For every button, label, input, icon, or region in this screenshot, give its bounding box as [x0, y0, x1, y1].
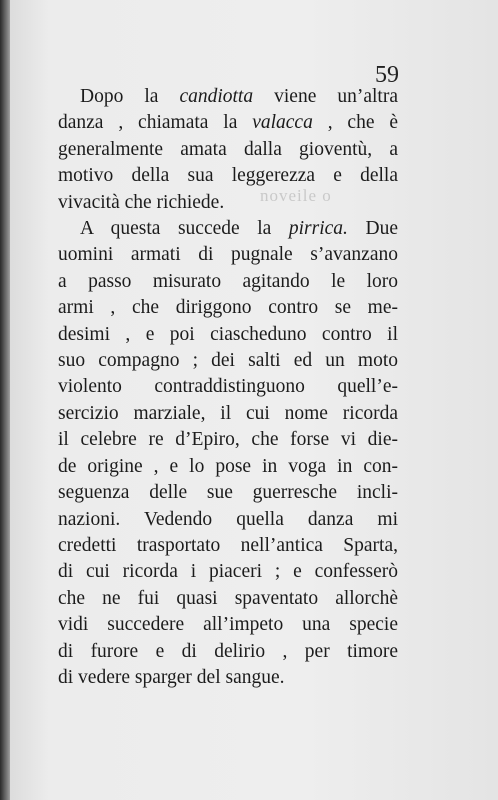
page-number: 59	[375, 62, 399, 88]
text-line	[58, 612, 398, 638]
book-page	[10, 0, 498, 800]
text-line	[58, 84, 398, 110]
italic-term: candiotta	[179, 86, 254, 107]
text-run: viene un’altra	[253, 86, 398, 107]
text-line	[58, 110, 398, 136]
text-run: Dopo la	[80, 86, 180, 107]
text-run: seguenza delle sue guerresche incli-	[58, 482, 398, 504]
text-line	[58, 322, 398, 348]
text-line	[58, 216, 398, 242]
italic-term: valacca	[252, 112, 313, 134]
text-line	[58, 427, 398, 453]
body-text	[58, 84, 398, 691]
text-line	[58, 480, 398, 506]
text-run: di cui ricorda i piaceri ; e confesserò	[58, 561, 398, 583]
text-line	[58, 559, 398, 585]
italic-term: pirrica.	[288, 218, 348, 240]
text-line	[58, 374, 398, 400]
text-line	[58, 401, 398, 427]
bleed-through-text: noveile o	[260, 186, 332, 205]
text-run: credetti trasportato nell’antica Sparta,	[58, 534, 398, 556]
text-line	[58, 137, 398, 163]
text-line	[58, 190, 398, 216]
text-run: a passo misurato agitando le loro	[58, 270, 398, 292]
text-run: de origine , e lo pose in voga in con-	[58, 455, 398, 477]
text-run: vidi succedere all’impeto una specie	[58, 614, 398, 636]
text-run: di vedere sparger del sangue.	[58, 666, 285, 688]
text-line	[58, 348, 398, 374]
text-line	[58, 295, 398, 321]
text-line	[58, 269, 398, 295]
text-run: danza , chiamata la	[58, 112, 253, 134]
text-line	[58, 242, 398, 268]
text-run: che ne fui quasi spaventato allorchè	[58, 587, 398, 609]
text-run: A questa succede la	[80, 218, 289, 240]
text-run: desimi , e poi ciascheduno contro il	[58, 323, 398, 345]
text-line	[58, 454, 398, 480]
text-run: Due	[347, 218, 398, 240]
text-run: , che è	[312, 112, 398, 134]
text-line	[58, 665, 398, 691]
text-run: sercizio marziale, il cui nome ricorda	[58, 402, 398, 424]
text-line	[58, 163, 398, 189]
text-line	[58, 533, 398, 559]
text-line	[58, 639, 398, 665]
text-run: vivacità che richiede.	[58, 191, 225, 213]
text-run: nazioni. Vedendo quella danza mi	[58, 508, 398, 530]
text-run: suo compagno ; dei salti ed un moto	[58, 350, 398, 372]
text-run: uomini armati di pugnale s’avanzano	[58, 244, 398, 266]
text-line	[58, 586, 398, 612]
text-run: il celebre re d’Epiro, che forse vi die-	[58, 429, 398, 451]
text-run: violento contraddistinguono quell’e-	[58, 376, 398, 398]
text-line	[58, 507, 398, 533]
text-run: armi , che diriggono contro se me-	[58, 297, 398, 319]
text-run: di furore e di delirio , per timore	[58, 640, 398, 662]
text-run: motivo della sua leggerezza e della	[58, 165, 398, 187]
text-run: generalmente amata dalla gioventù, a	[58, 138, 398, 160]
